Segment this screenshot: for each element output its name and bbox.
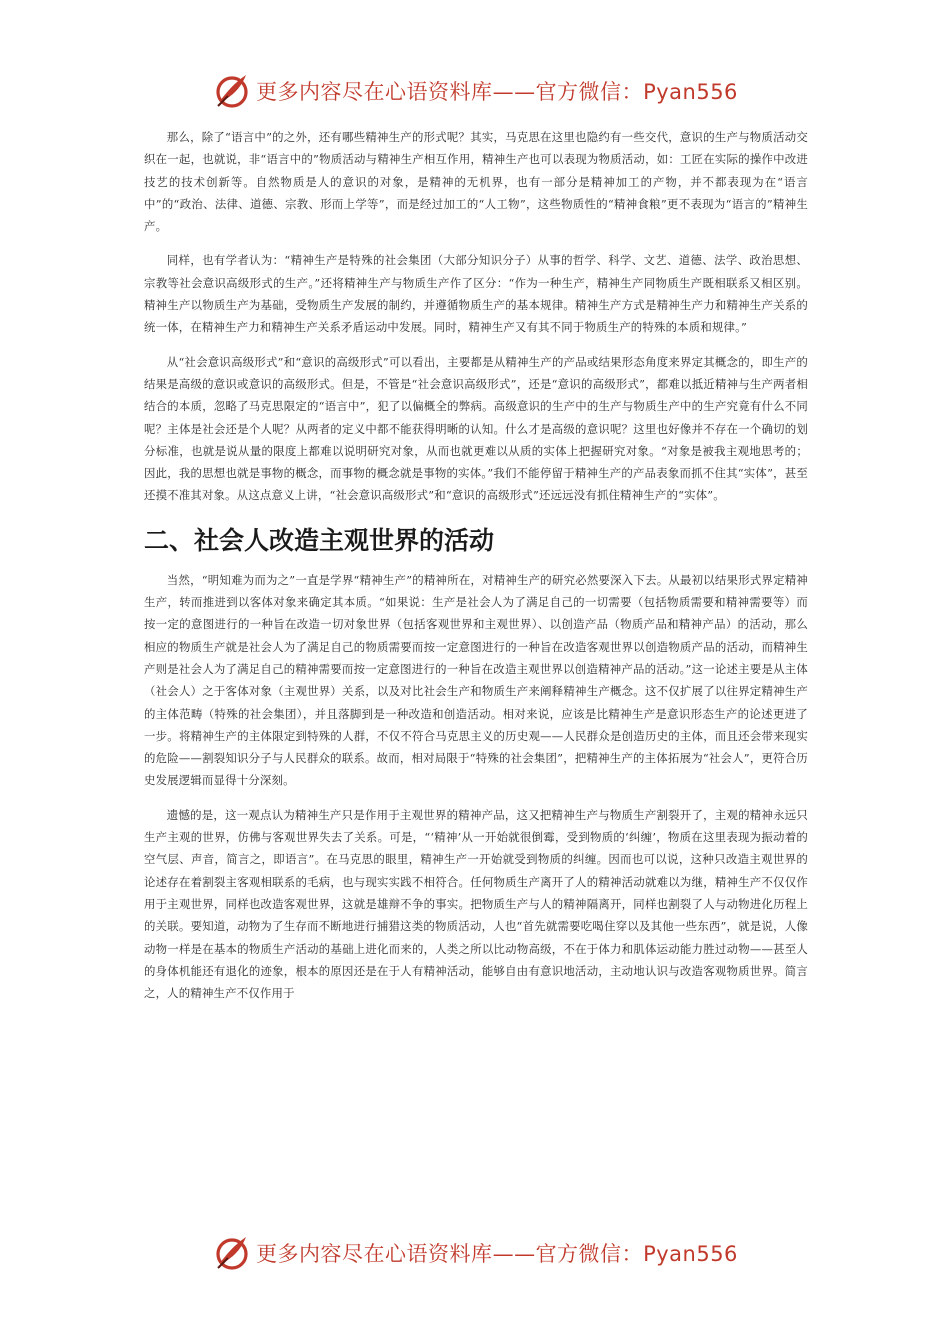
document-body [144, 126, 808, 1016]
header-banner [0, 68, 950, 114]
banner-text: 更多内容尽在心语资料库——官方微信：Pyan556 [256, 80, 738, 104]
paragraph-2: 同样，也有学者认为：“精神生产是特殊的社会集团（大部分知识分子）从事的哲学、科学、文艺、道德、法学、政治思想、宗教等社会意识高级形式的生产。”还将精神生产与物质生产作了区分：“作为一种生产，精神生产同物质生产既相联系又相区别。精神生产以物质生产为基础，受物质生产发展的制约，并遵循物质生产的基本规律。精神生产方式是精神生产力和精神生产关系的统一体，在精神生产力和精神生产关系矛盾运动中发展。同时，精神生产又有其不同于物质生产的特殊的本质和规律。” [144, 253, 808, 335]
quill-pen-icon [212, 1233, 252, 1273]
quill-pen-icon [212, 71, 252, 111]
banner-text: 更多内容尽在心语资料库——官方微信：Pyan556 [256, 1242, 738, 1266]
paragraph-4: 当然，“明知难为而为之”一直是学界“精神生产”的精神所在，对精神生产的研究必然要深入下去。从最初以结果形式界定精神生产，转而推进到以客体对象来确定其本质。“如果说：生产是社会人为了满足自己的一切需要（包括物质需要和精神需要等）而按一定的意图进行的一种旨在改造一切对象世界（包括客观世界和主观世界）、以创造产品（物质产品和精神产品）的活动，那么相应的物质生产就是社会人为了满足自己的物质需要而按一定意图进行的一种旨在改造客观世界以创造物质产品的活动，而精神生产则是社会人为了满足自己的精神需要而按一定意图进行的一种旨在改造主观世界以创造精神产品的活动。”这一论述主要是从主体（社会人）之于客体对象（主观世界）关系，以及对比社会生产和物质生产来阐释精神生产概念。这不仅扩展了以往界定精神生产的主体范畴（特殊的社会集团），并且落脚到是一种改造和创造活动。相对来说，应该是比精神生产是意识形态生产的论述更进了一步。将精神生产的主体限定到特殊的人群，不仅不符合马克思主义的历史观——人民群众是创造历史的主体，而且还会带来现实的危险——割裂知识分子与人民群众的联系。故而，相对局限于“特殊的社会集团”，把精神生产的主体拓展为“社会人”，更符合历史发展逻辑而显得十分深刻。 [144, 572, 808, 788]
footer-banner [0, 1230, 950, 1276]
paragraph-5: 遗憾的是，这一观点认为精神生产只是作用于主观世界的精神产品，这又把精神生产与物质生产割裂开了，主观的精神永远只生产主观的世界，仿佛与客观世界失去了关系。可是，“‘精神’从一开始就很倒霉，受到物质的‘纠缠’，物质在这里表现为振动着的空气层、声音，简言之，即语言”。在马克思的眼里，精神生产一开始就受到物质的纠缠。因而也可以说，这种只改造主观世界的论述存在着割裂主客观相联系的毛病，也与现实实践不相符合。任何物质生产离开了人的精神活动就难以为继，精神生产不仅仅作用于主观世界，同样也改造客观世界，这就是雄辩不争的事实。把物质生产与人的精神隔离开，同样也割裂了人与动物进化历程上的关联。要知道，动物为了生存而不断地进行捕猎这类的物质活动，人也“首先就需要吃喝住穿以及其他一些东西”，就是说，人像动物一样是在基本的物质生产活动的基础上进化而来的，人类之所以比动物高级，不在于体力和肌体运动能力胜过动物——甚至人的身体机能还有退化的迹象，根本的原因还是在于人有精神活动，能够自由有意识地活动，主动地认识与改造客观物质世界。简言之，人的精神生产不仅作用于 [144, 807, 808, 1001]
paragraph-3: 从“社会意识高级形式”和“意识的高级形式”可以看出，主要都是从精神生产的产品或结果形态角度来界定其概念的，即生产的结果是高级的意识或意识的高级形式。但是，不管是“社会意识高级形式”，还是“意识的高级形式”，都难以抵近精神与生产两者相结合的本质，忽略了马克思限定的“语言中”，犯了以偏概全的弊病。高级意识的生产中的生产与物质生产中的生产究竟有什么不同呢？主体是社会还是个人呢？从两者的定义中都不能获得明晰的认知。什么才是高级的意识呢？这里也好像并不存在一个确切的划分标准，也就是说从量的限度上都难以说明研究对象，从而也就更难以从质的实体上把握研究对象。“对象是被我主观地思考的；因此，我的思想也就是事物的概念，而事物的概念就是事物的实体。”我们不能停留于精神生产的产品表象而抓不住其“实体”，甚至还摸不准其对象。从这点意义上讲，“社会意识高级形式”和“意识的高级形式”还远远没有抓住精神生产的“实体”。 [144, 354, 808, 503]
paragraph-1: 那么，除了“语言中”的之外，还有哪些精神生产的形式呢？其实，马克思在这里也隐约有一些交代，意识的生产与物质活动交织在一起，也就说，非“语言中的”物质活动与精神生产相互作用，精神生产也可以表现为物质活动，如：工匠在实际的操作中改进技艺的技术创新等。自然物质是人的意识的对象，是精神的无机界，也有一部分是精神加工的产物，并不都表现为在“语言中”的“政治、法律、道德、宗教、形而上学等”，而是经过加工的“人工物”，这些物质性的“精神食粮”更不表现为“语言的”精神生产。 [144, 130, 808, 234]
section-heading: 二、社会人改造主观世界的活动 [144, 525, 495, 555]
